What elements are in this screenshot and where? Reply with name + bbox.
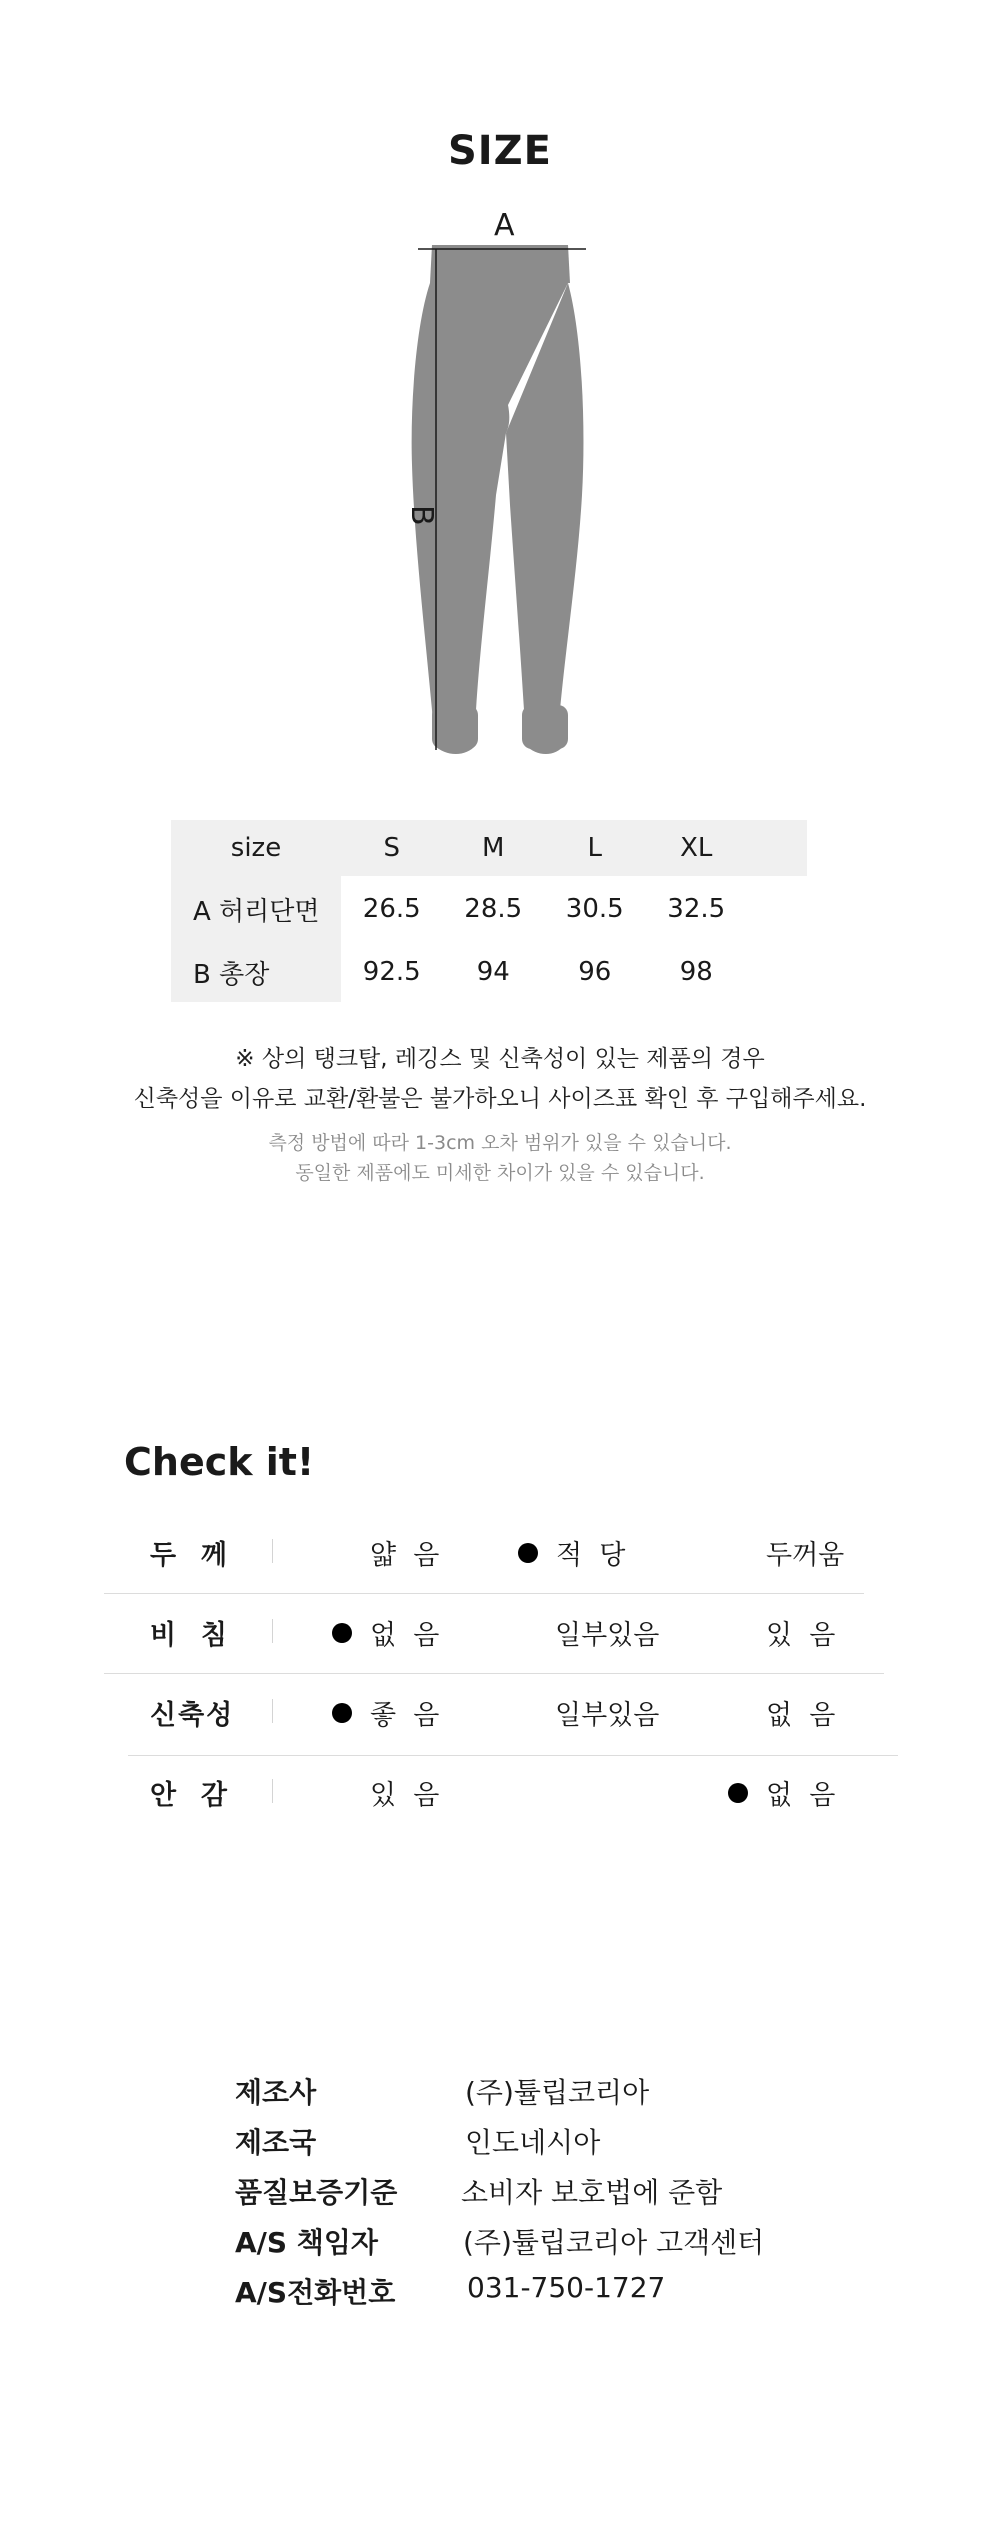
check-row-thickness [0,1533,1000,1573]
check-option [332,1533,532,1572]
size-table-header-cell: XL [646,820,748,876]
size-table-header [171,820,807,876]
check-row-sheerness [0,1613,1000,1653]
selected-dot-icon [332,1623,352,1643]
measure-b-label: B [404,505,439,526]
size-table-header-cell: size [171,820,341,876]
check-option-selected [728,1773,928,1812]
measurement-note-line-2: 동일한 제품에도 미세한 차이가 있을 수 있습니다. [295,1162,705,1184]
check-option-label: 없 음 [370,1620,440,1651]
info-value: (주)튤립코리아 고객센터 [463,2226,765,2259]
check-option [728,1613,928,1652]
table-cell: 94 [476,957,510,987]
pants-right-cuff [522,705,568,749]
size-table [171,820,807,1002]
table-cell: 26.5 [362,894,421,924]
check-row-label: 두 께 [150,1540,229,1571]
check-row-separator [272,1539,273,1563]
table-cell: 32.5 [667,894,726,924]
check-option-selected [518,1533,718,1572]
check-row-label: 안 감 [150,1780,229,1811]
table-cell: 92.5 [362,957,421,987]
info-value: 031-750-1727 [467,2271,666,2304]
check-row-separator [272,1699,273,1723]
exchange-notice-line-2: 신축성을 이유로 교환/환불은 불가하오니 사이즈표 확인 후 구입해주세요. [133,1086,867,1112]
check-option [728,1693,928,1732]
info-key: A/S 책임자 [235,2226,378,2259]
info-key: 제조사 [235,2076,317,2109]
info-value: 소비자 보호법에 준함 [461,2176,723,2209]
size-table-header-spacer [747,820,807,876]
check-option-selected [332,1613,532,1652]
exchange-notice-line-1: ※ 상의 탱크탑, 레깅스 및 신축성이 있는 제품의 경우 [235,1046,765,1072]
check-option-label: 좋 음 [370,1700,440,1731]
check-option [332,1773,532,1812]
table-cell: 30.5 [565,894,624,924]
measure-a-label: A [494,208,515,243]
table-cell: 98 [679,957,713,987]
table-cell-spacer [747,876,807,942]
size-table-header-cell: L [544,820,646,876]
table-row-label: A 허리단면 [171,876,341,942]
check-option-label: 있 음 [766,1620,836,1651]
check-row-label: 신축성 [150,1700,235,1731]
table-cell: 96 [578,957,612,987]
check-option-label: 없 음 [766,1700,836,1731]
pants-illustration [390,205,610,765]
table-row [171,876,807,942]
check-option [728,1533,928,1572]
check-option-selected [332,1693,532,1732]
check-option-label: 일부있음 [555,1620,660,1651]
table-row [171,942,807,1002]
selected-dot-icon [518,1543,538,1563]
check-option-label: 있 음 [370,1780,440,1811]
info-value: (주)튤립코리아 [465,2076,650,2109]
check-row-stretch [0,1693,1000,1733]
check-option-label: 없 음 [766,1780,836,1811]
check-row-separator [272,1779,273,1803]
info-key: 제조국 [235,2126,317,2159]
size-title: SIZE [447,128,553,174]
table-cell-spacer [747,942,807,1002]
size-table-header-cell: M [443,820,545,876]
check-divider [104,1673,884,1674]
check-divider [104,1593,864,1594]
info-key: A/S전화번호 [235,2276,396,2309]
check-option-label: 적 당 [556,1540,626,1571]
selected-dot-icon [332,1703,352,1723]
check-option-label: 두꺼움 [766,1540,845,1571]
check-option-label: 얇 음 [370,1540,440,1571]
check-option [517,1613,717,1652]
check-option-label: 일부있음 [555,1700,660,1731]
check-divider [128,1755,898,1756]
info-value: 인도네시아 [465,2126,601,2159]
check-row-separator [272,1619,273,1643]
size-table-header-cell: S [341,820,443,876]
measurement-note-line-1: 측정 방법에 따라 1-3cm 오차 범위가 있을 수 있습니다. [268,1132,732,1154]
check-option [517,1693,717,1732]
check-it-title: Check it! [124,1440,315,1484]
selected-dot-icon [728,1783,748,1803]
info-key: 품질보증기준 [235,2176,398,2209]
table-row-label: B 총장 [171,942,341,1002]
pants-waistband [430,245,570,283]
check-row-lining [0,1773,1000,1813]
pants-left-cuff [432,705,478,749]
check-row-label: 비 침 [150,1620,229,1651]
table-cell: 28.5 [464,894,523,924]
